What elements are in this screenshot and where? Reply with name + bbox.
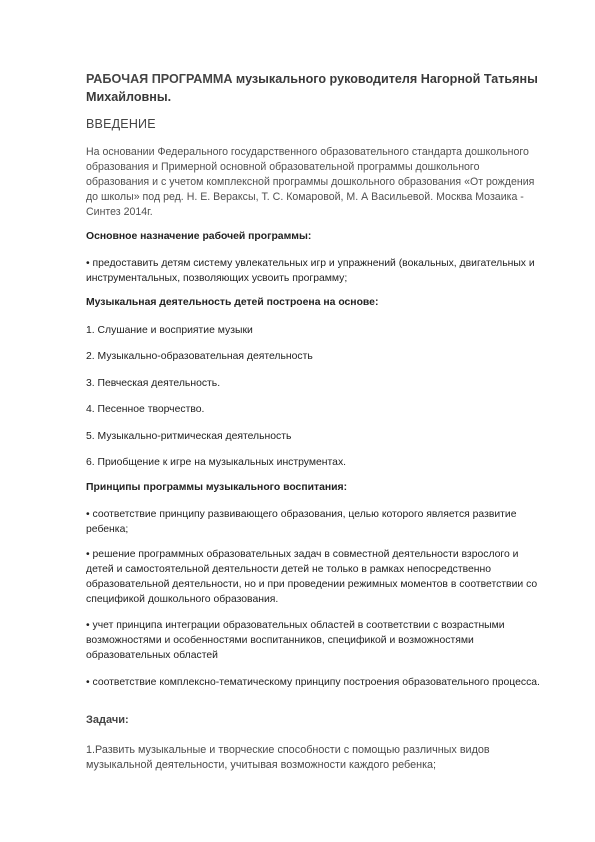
task-item: 1.Развить музыкальные и творческие способности с помощью различных видов музыкальной деятельности, учитывая возможности каждого ребенка; [86, 744, 490, 771]
activity-item: 2. Музыкально-образовательная деятельность [86, 351, 313, 362]
title-rest: музыкального руководителя Нагорной Татьяны Михайловны. [86, 72, 538, 104]
section-heading: ВВЕДЕНИЕ [86, 117, 156, 131]
principle-item: • учет принципа интеграции образовательных областей в соответствии с возрастными возможностями и особенностями воспитанников, спецификой и возможностями образовательных областей [86, 620, 505, 661]
activity-item: 5. Музыкально-ритмическая деятельность [86, 431, 292, 442]
activity-item: 4. Песенное творчество. [86, 404, 205, 415]
principles-heading: Принципы программы музыкального воспитания: [86, 482, 348, 493]
intro-paragraph: На основании Федерального государственного образовательного стандарта дошкольного образования и Примерной основной образовательной программы дошкольного образования и с учетом комплексной программы дошкольного образования «От рождения до школы» под ред. Н. Е. Вераксы, Т. С. Комаровой, М. А Васильевой. Москва Мозаика - Синтез 2014г. [86, 146, 535, 218]
title-caps: РАБОЧАЯ ПРОГРАММА [86, 72, 233, 86]
activity-item: 6. Приобщение к игре на музыкальных инструментах. [86, 457, 347, 468]
principle-item: • решение программных образовательных задач в совместной деятельности взрослого и детей и самостоятельной деятельности детей не только в рамках непосредственно образовательной деятельности, но и при проведении режимных моментов в соответствии со спецификой дошкольного образования. [86, 549, 538, 605]
principle-item: • соответствие комплексно-тематическому принципу построения образовательного процесса. [86, 677, 540, 688]
purpose-heading: Основное назначение рабочей программы: [86, 231, 312, 242]
principle-item: • соответствие принципу развивающего образования, целью которого является развитие ребенка; [86, 509, 517, 535]
document-title [86, 70, 546, 106]
activity-item: 1. Слушание и восприятие музыки [86, 325, 253, 336]
activity-heading: Музыкальная деятельность детей построена на основе: [86, 297, 379, 308]
purpose-item: • предоставить детям систему увлекательных игр и упражнений (вокальных, двигательных и инструментальных, позволяющих усвоить программу; [86, 258, 535, 284]
tasks-heading: Задачи: [86, 714, 129, 726]
activity-item: 3. Певческая деятельность. [86, 378, 221, 389]
